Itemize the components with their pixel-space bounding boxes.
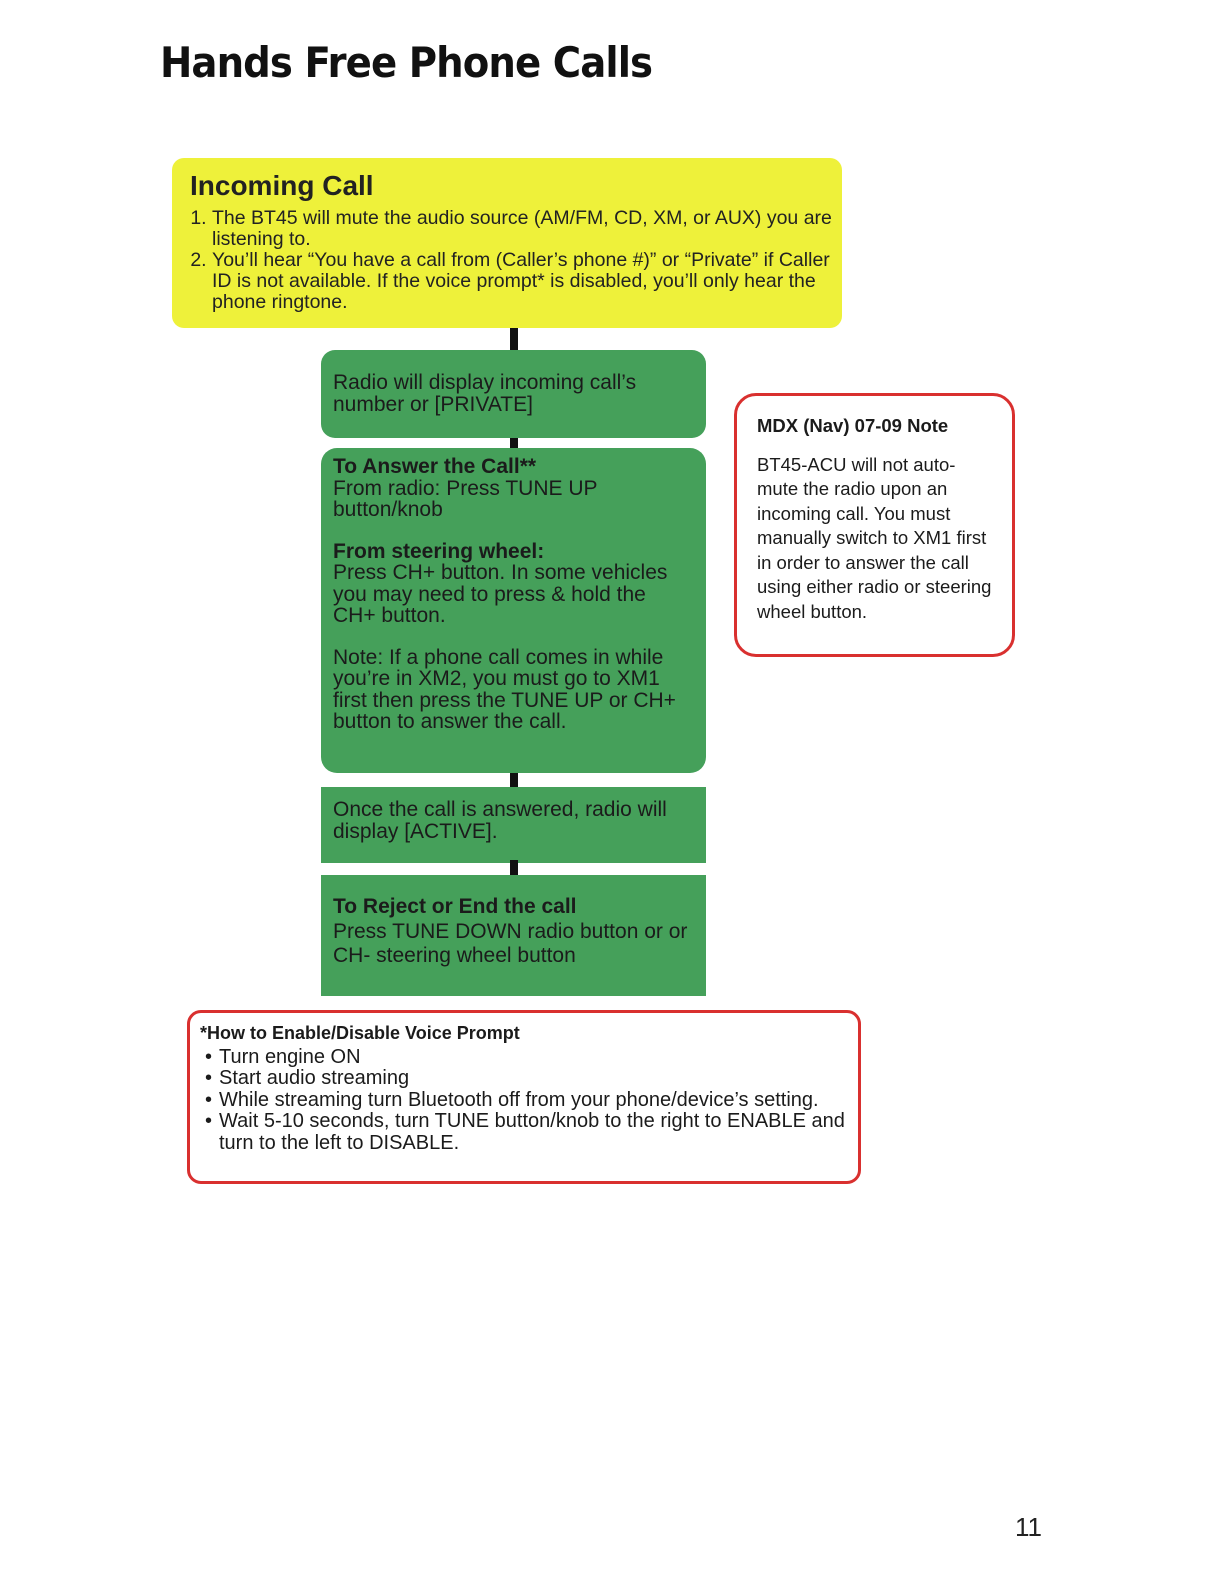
voice-prompt-item: • Start audio streaming (200, 1068, 850, 1090)
incoming-call-steps (190, 208, 842, 313)
incoming-call-heading: Incoming Call (190, 170, 374, 201)
display-incoming-text: Radio will display incoming call’s number or [PRIVATE] (333, 371, 637, 416)
incoming-call-box (172, 158, 842, 328)
voice-prompt-item: • Turn engine ON (200, 1047, 850, 1069)
incoming-call-step: 2. You’ll hear “You have a call from (Caller’s phone #)” or “Private” if Caller ID is not available. If the voice prompt* is disabled, you’ll only hear the phone ringtone. (212, 250, 842, 313)
flow-connector (510, 860, 518, 876)
answer-call-box (321, 448, 706, 773)
page-number: 11 (1015, 1512, 1042, 1542)
steering-wheel-text: Press CH+ button. In some vehicles you may need to press & hold the CH+ button. (333, 561, 668, 627)
answer-call-heading: To Answer the Call** (333, 455, 537, 478)
mdx-note-title: MDX (Nav) 07-09 Note (757, 415, 949, 436)
display-incoming-box (321, 350, 706, 438)
mdx-note-box (734, 393, 1015, 657)
reject-call-text: Press TUNE DOWN radio button or or CH- steering wheel button (333, 919, 688, 967)
steering-wheel-heading: From steering wheel: (333, 539, 545, 563)
incoming-call-step: 1. The BT45 will mute the audio source (AM/FM, CD, XM, or AUX) you are listening to. (212, 208, 842, 250)
voice-prompt-item: • Wait 5-10 seconds, turn TUNE button/knob to the right to ENABLE and turn to the left to DISABLE. (200, 1111, 850, 1154)
active-call-box (321, 787, 706, 863)
mdx-note-text: BT45-ACU will not auto-mute the radio upon an incoming call. You must manually switch to XM1 first in order to answer the call using either radio or steering wheel button. (757, 453, 992, 622)
active-call-text: Once the call is answered, radio will display [ACTIVE]. (333, 798, 667, 843)
voice-prompt-item: • While streaming turn Bluetooth off from your phone/device’s setting. (200, 1090, 850, 1112)
voice-prompt-box (187, 1010, 861, 1184)
reject-call-heading: To Reject or End the call (333, 895, 577, 918)
voice-prompt-title: *How to Enable/Disable Voice Prompt (200, 1023, 520, 1043)
answer-radio-text: From radio: Press TUNE UP button/knob (333, 476, 598, 521)
xm2-note-text: Note: If a phone call comes in while you’re in XM2, you must go to XM1 first then press the TUNE UP or CH+ button to answer the call. (333, 645, 676, 733)
flow-connector (510, 328, 518, 352)
voice-prompt-list (200, 1047, 850, 1155)
reject-call-box (321, 875, 706, 996)
page-title: Hands Free Phone Calls (160, 38, 653, 87)
